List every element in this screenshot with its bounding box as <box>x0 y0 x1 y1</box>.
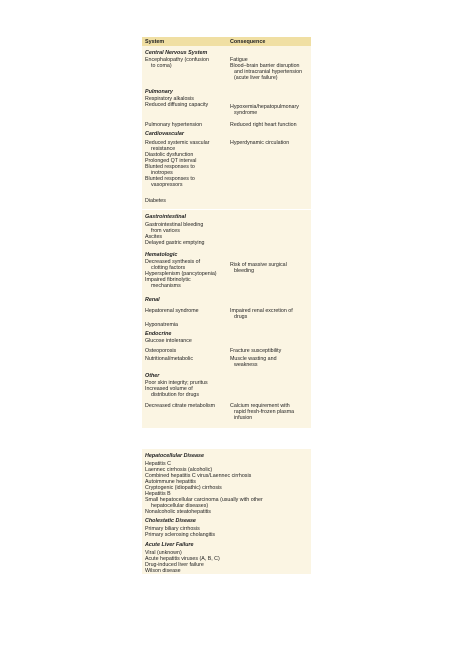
system-item: vasopressors <box>151 182 183 188</box>
list-item: Combined hepatitis C virus/Laennec cirrhosis <box>145 473 252 479</box>
list-item: Autoimmune hepatitis <box>145 479 196 485</box>
consequence-item: drugs <box>234 314 248 320</box>
consequence-item: Fracture susceptibility <box>230 348 282 354</box>
section-heading-cns: Central Nervous System <box>145 50 208 56</box>
system-item: Delayed gastric emptying <box>145 240 205 246</box>
consequence-item: Hypoxemia/hepatopulmonary <box>230 104 299 110</box>
consequence-item: (acute liver failure) <box>234 75 278 81</box>
table-header-row <box>142 37 311 46</box>
system-item: Impaired fibrinolytic <box>145 277 191 283</box>
system-item: Decreased citrate metabolism <box>145 403 216 409</box>
consequence-item: Hyperdynamic circulation <box>230 140 290 146</box>
system-item: distribution for drugs <box>151 392 199 398</box>
section-heading-renal: Renal <box>145 297 160 303</box>
consequence-item: Risk of massive surgical <box>230 262 287 268</box>
list-item: Primary sclerosing cholangitis <box>145 532 216 538</box>
list-item: hepatocellular diseases) <box>151 503 209 509</box>
system-item: Gastrointestinal bleeding <box>145 222 204 228</box>
system-item: Blunted responses to <box>145 176 195 182</box>
system-item: Decreased synthesis of <box>145 259 201 265</box>
list-item: Primary biliary cirrhosis <box>145 526 200 532</box>
consequence-item: infusion <box>234 415 253 421</box>
list-item: Wilson disease <box>145 568 181 574</box>
consequence-item: Muscle wasting and <box>230 356 277 362</box>
system-item: Increased volume of <box>145 386 193 392</box>
list-item: Viral (unknown) <box>145 550 182 556</box>
list-item: Laennec cirrhosis (alcoholic) <box>145 467 213 473</box>
consequence-item: and intracranial hypertension <box>234 69 303 75</box>
system-item: Hyponatremia <box>145 322 178 328</box>
system-item: Glucose intolerance <box>145 338 192 344</box>
system-item: Poor skin integrity; pruritus <box>145 380 208 386</box>
section-heading-hematologic: Hematologic <box>145 252 178 258</box>
section-heading-endocrine: Endocrine <box>145 331 172 337</box>
list-item: Nonalcoholic steatohepatitis <box>145 509 211 515</box>
system-item: Diabetes <box>145 198 166 204</box>
system-item: Blunted responses to <box>145 164 195 170</box>
system-item: Respiratory alkalosis <box>145 96 194 102</box>
section-heading-cholestatic: Cholestatic Disease <box>145 518 196 524</box>
consequence-item: syndrome <box>234 110 258 116</box>
system-item: Reduced diffusing capacity <box>145 102 209 108</box>
list-item: Acute hepatitis viruses (A, B, C) <box>145 556 220 562</box>
column-header-system: System <box>145 39 165 45</box>
section-heading-hepatocellular: Hepatocellular Disease <box>145 453 205 459</box>
consequence-item: Fatigue <box>230 57 248 63</box>
list-item: Hepatitis C <box>145 461 171 467</box>
consequence-item: rapid fresh-frozen plasma <box>234 409 295 415</box>
system-item: Encephalopathy (confusion <box>145 57 209 63</box>
system-item: resistance <box>151 146 176 152</box>
section-heading-cardiovascular: Cardiovascular <box>145 131 184 137</box>
system-item: from varices <box>151 228 180 234</box>
section-heading-other: Other <box>145 373 160 379</box>
system-item: Hypersplenism (pancytopenia) <box>145 271 217 277</box>
consequence-item: Reduced right heart function <box>230 122 297 128</box>
consequence-item: weakness <box>234 362 258 368</box>
system-item: clotting factors <box>151 265 186 271</box>
system-item: Hepatorenal syndrome <box>145 308 199 314</box>
consequence-item: Impaired renal excretion of <box>230 308 293 314</box>
section-heading-acute-liver-failure: Acute Liver Failure <box>145 542 194 548</box>
section-heading-gastrointestinal: Gastrointestinal <box>145 214 187 220</box>
list-item: Drug-induced liver failure <box>145 562 204 568</box>
list-item: Cryptogenic (idiopathic) cirrhosis <box>145 485 222 491</box>
consequence-item: Blood–brain barrier disruption <box>230 63 300 69</box>
column-header-consequence: Consequence <box>230 39 266 45</box>
system-item: mechanisms <box>151 283 181 289</box>
system-item: Nutritional/metabolic <box>145 356 193 362</box>
system-item: to coma) <box>151 63 172 69</box>
system-item: Pulmonary hypertension <box>145 122 203 128</box>
consequence-item: bleeding <box>234 268 255 274</box>
section-heading-pulmonary: Pulmonary <box>145 89 173 95</box>
system-item: Osteoporosis <box>145 348 177 354</box>
system-item: Reduced systemic vascular <box>145 140 210 146</box>
consequence-item: Calcium requirement with <box>230 403 290 409</box>
list-item: Small hepatocellular carcinoma (usually with other <box>145 497 263 503</box>
system-item: Ascites <box>145 234 163 240</box>
system-item: Diastolic dysfunction <box>145 152 194 158</box>
system-item: inotropes <box>151 170 173 176</box>
system-item: Prolonged QT interval <box>145 158 197 164</box>
list-item: Hepatitis B <box>145 491 171 497</box>
